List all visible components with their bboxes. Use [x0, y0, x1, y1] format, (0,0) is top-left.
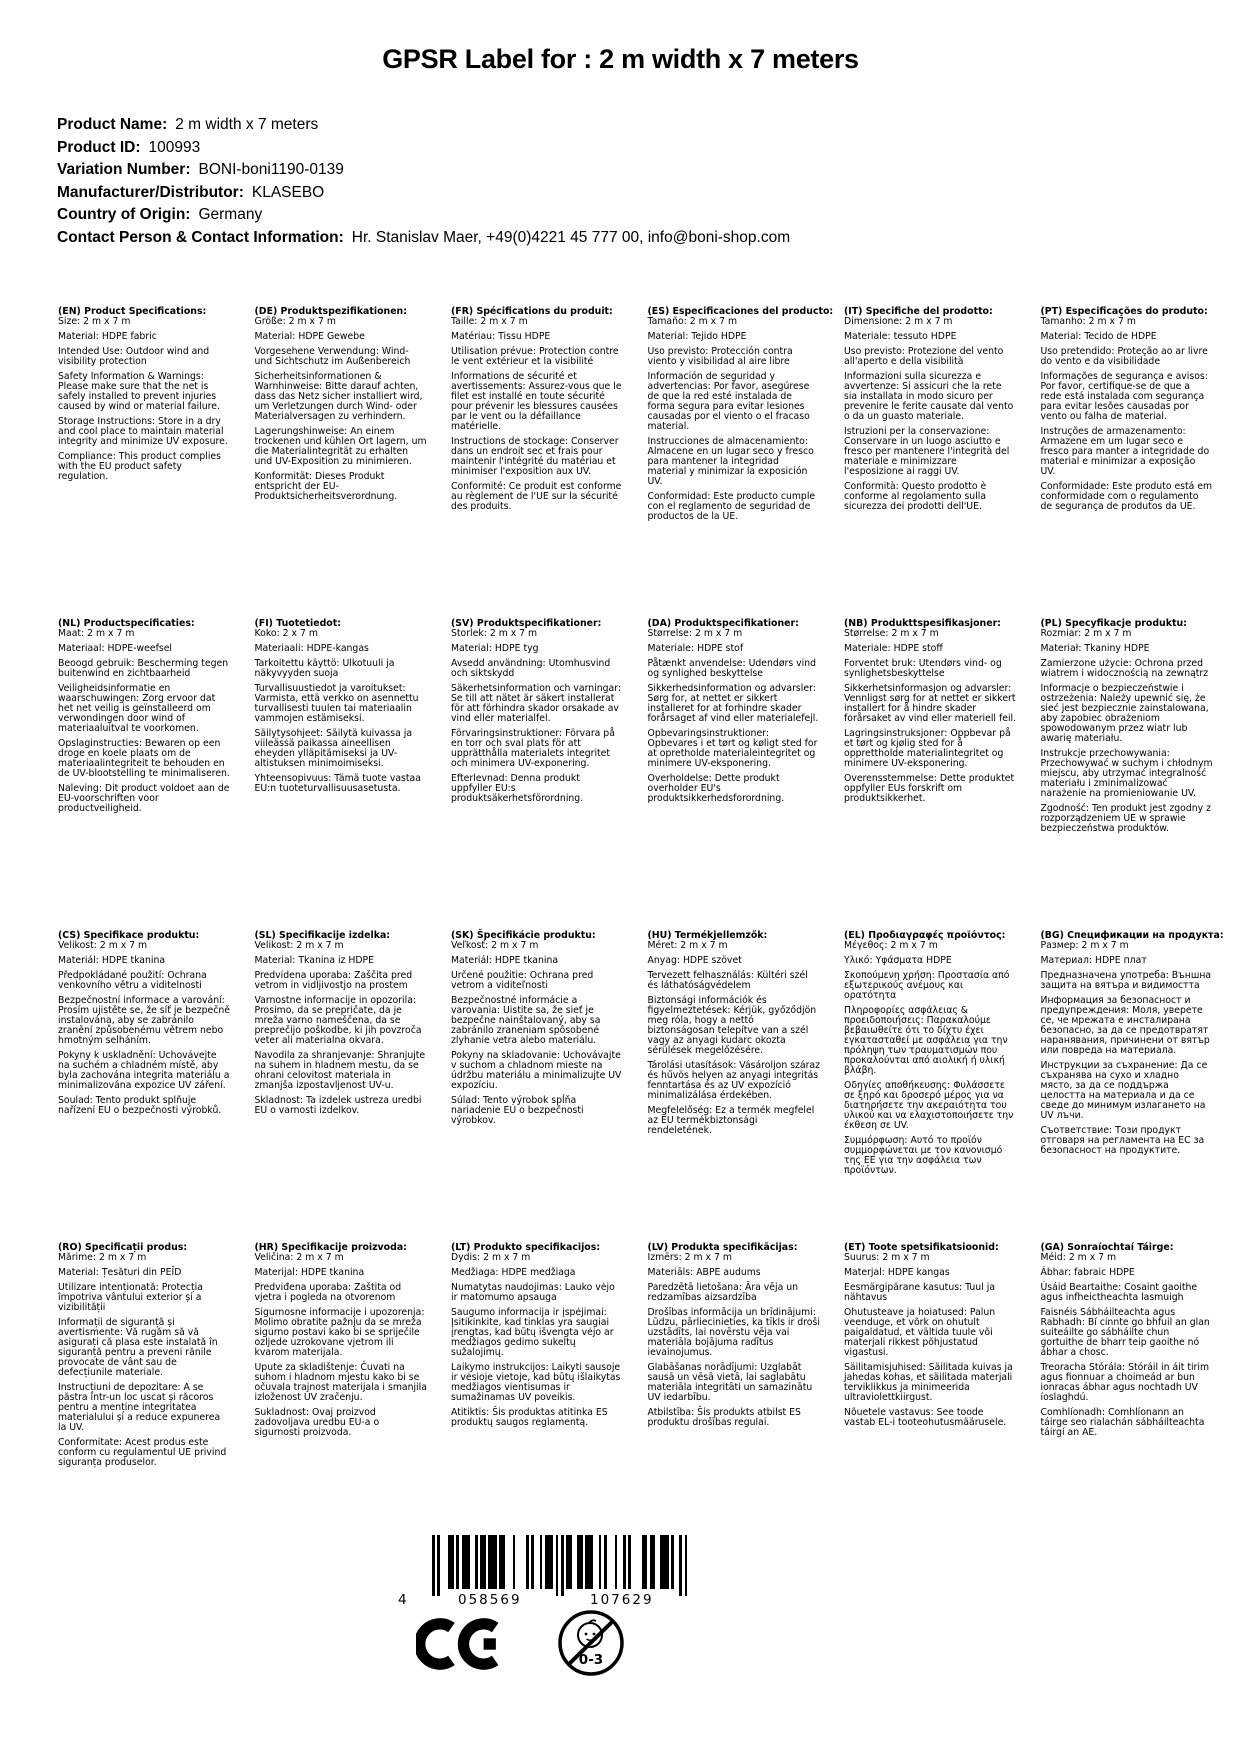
spec-paragraph: Sukladnost: Ovaj proizvod zadovoljava uredbu EU-a o sigurnosti proizvoda.	[254, 1407, 380, 1438]
spec-heading-de: (DE) Produktspezifikationen:	[254, 306, 407, 317]
spec-paragraph: Σκοπούμενη χρήση: Προστασία από εξωτερικούς ανέμους και ορατότητα	[844, 970, 1010, 1001]
spec-cell-fi	[255, 619, 428, 931]
spec-paragraph: Vorgesehene Verwendung: Wind- und Sichtschutz im Außenbereich	[254, 346, 411, 367]
barcode-digit-left: 4	[398, 1592, 409, 1608]
spec-paragraph: Размер: 2 m x 7 m	[1040, 940, 1129, 951]
spec-paragraph: Forventet bruk: Utendørs vind- og synlighetsbeskyttelse	[844, 658, 1002, 679]
spec-paragraph: Úsáid Beartaithe: Cosaint gaoithe agus infheictheachta lasmuigh	[1040, 1282, 1198, 1303]
spec-paragraph: Tarkoitettu käyttö: Ulkotuuli ja näkyvyyden suoja	[254, 658, 395, 679]
spec-paragraph: Instructions de stockage: Conserver dans un endroit sec et frais pour maintenir l'intégrité du matériau et minimiser l'exposition aux UV.	[451, 436, 619, 477]
spec-heading-fr: (FR) Spécifications du produit:	[451, 306, 613, 317]
product-info-value: BONI-boni1190-0139	[198, 161, 344, 179]
spec-paragraph: Informacje o bezpieczeństwie i ostrzeżenia: Należy upewnić się, że sieć jest bezpiecznie zainstalowana, aby zapobiec obrażeniom spowodowanym przez wiatr lub awarię materiału.	[1040, 683, 1209, 744]
spec-paragraph: Conformitate: Acest produs este conform cu regulamentul UE privind siguranța produselor.	[58, 1437, 227, 1468]
spec-paragraph: Velikost: 2 m x 7 m	[254, 940, 344, 951]
spec-paragraph: Instruções de armazenamento: Armazene em um lugar seco e fresco para manter a integridade do material e minimizar a exposição UV.	[1040, 426, 1210, 477]
product-info-value: KLASEBO	[251, 183, 325, 201]
spec-cell-en	[58, 307, 231, 619]
spec-heading-el: (EL) Προδιαγραφές προϊόντος:	[844, 930, 1006, 941]
spec-paragraph: Compliance: This product complies with the EU product safety regulation.	[58, 451, 221, 482]
spec-paragraph: Laikymo instrukcijos: Laikyti sausoje ir vėsioje vietoje, kad būtų išlaikytas medžiagos vientisumas ir sumažinamas UV poveikis.	[451, 1362, 621, 1403]
spec-paragraph: Size: 2 m x 7 m	[58, 316, 131, 327]
spec-paragraph: Zgodność: Ten produkt jest zgodny z rozporządzeniem UE w sprawie bezpieczeństwa produktów.	[1040, 803, 1211, 834]
spec-paragraph: Varnostne informacije in opozorila: Prosimo, da se prepričate, da je mreža varno nameščena, da se preprečijo poškodbe, ki jih povzroča veter ali materialna okvara.	[254, 995, 422, 1046]
spec-paragraph: Υλικό: Υφάσματα HDPE	[844, 955, 952, 966]
product-info-label: Variation Number:	[57, 161, 191, 179]
spec-paragraph: Инструкции за съхранение: Да се съхранява на сухо и хладно място, за да се поддържа целостта на материала и да се сведе до минимум излагането на UV лъчи.	[1040, 1060, 1208, 1121]
spec-paragraph: Intended Use: Outdoor wind and visibility protection	[58, 346, 210, 367]
spec-paragraph: Dydis: 2 m x 7 m	[451, 1252, 531, 1263]
spec-paragraph: Instrukcje przechowywania: Przechowywać w suchym i chłodnym miejscu, aby utrzymać integralność materiału i zminimalizować narażenie na promieniowanie UV.	[1040, 748, 1213, 799]
spec-paragraph: Tárolási utasítások: Vásároljon száraz és hűvös helyen az anyagi integritás fenntartása és az UV expozíció minimalizálása érdekében.	[647, 1060, 821, 1101]
spec-paragraph: Größe: 2 m x 7 m	[254, 316, 336, 327]
spec-paragraph: Tamaño: 2 m x 7 m	[647, 316, 738, 327]
spec-paragraph: Předpokládané použití: Ochrana venkovního větru a viditelnosti	[58, 970, 207, 991]
spec-paragraph: Instrucciones de almacenamiento: Almacene en un lugar seco y fresco para mantener la integridad material y minimizar la exposición UV.	[647, 436, 814, 487]
spec-paragraph: Säkerhetsinformation och varningar: Se till att nätet är säkert installerat för att förhindra skador orsakade av vind eller materialfel.	[451, 683, 622, 724]
product-info-value: Hr. Stanislav Maer, +49(0)4221 45 777 00, info@boni-shop.com	[351, 228, 791, 246]
barcode-digit-group2: 107629	[590, 1592, 654, 1608]
spec-cell-lt	[451, 1243, 624, 1555]
spec-paragraph: Turvallisuustiedot ja varoitukset: Varmista, että verkko on asennettu turvallisesti tuulen tai materiaalin vammojen estämiseksi.	[254, 683, 419, 724]
spec-paragraph: Materjal: HDPE kangas	[844, 1267, 950, 1278]
product-info-label: Contact Person & Contact Information:	[57, 228, 344, 246]
spec-paragraph: Izmērs: 2 m x 7 m	[647, 1252, 732, 1263]
spec-paragraph: Conformidad: Este producto cumple con el reglamento de seguridad de productos de la UE.	[647, 491, 816, 522]
product-info-row-3	[57, 182, 1157, 205]
spec-paragraph: Informazioni sulla sicurezza e avvertenze: Si assicuri che la rete sia installata in modo sicuro per prevenire le ferite causate dal vento o da un guasto materiale.	[844, 371, 1014, 422]
spec-cell-hu	[648, 931, 821, 1243]
spec-paragraph: Méid: 2 m x 7 m	[1040, 1252, 1117, 1263]
spec-paragraph: Predvidena uporaba: Zaščita pred vetrom in vidljivostjo na prostem	[254, 970, 413, 991]
spec-paragraph: Tervezett felhasználás: Kültéri szél és láthatóságvédelem	[647, 970, 808, 991]
product-info-row-0	[57, 114, 1157, 137]
spec-paragraph: Suurus: 2 m x 7 m	[844, 1252, 930, 1263]
spec-paragraph: Taille: 2 m x 7 m	[451, 316, 528, 327]
spec-cell-sv	[451, 619, 624, 931]
spec-cell-sk	[451, 931, 624, 1243]
spec-paragraph: Material: Tejido HDPE	[647, 331, 747, 342]
spec-paragraph: Biztonsági információk és figyelmeztetések: Kérjük, győződjön meg róla, hogy a nettó biztonságosan telepítve van a szél vagy az anyagi kudarc okozta sérülések megelőzésére.	[647, 995, 817, 1056]
spec-heading-nb: (NB) Produkttspesifikasjoner:	[844, 618, 1001, 629]
spec-paragraph: Materiaal: HDPE-weefsel	[58, 643, 173, 654]
spec-paragraph: Yhteensopivuus: Tämä tuote vastaa EU:n tuoteturvallisuusasetusta.	[254, 773, 421, 794]
spec-paragraph: Pokyny na skladovanie: Uchovávajte v suchom a chladnom mieste na údržbu materiálu a minimalizujte UV expozíciu.	[451, 1050, 622, 1091]
barcode-bars-icon	[432, 1535, 690, 1597]
spec-paragraph: Avsedd användning: Utomhusvind och siktskydd	[451, 658, 611, 679]
spec-paragraph: Materiale: HDPE stof	[647, 643, 744, 654]
product-info-row-2	[57, 159, 1157, 182]
spec-heading-hr: (HR) Specifikacije proizvoda:	[254, 1242, 407, 1253]
spec-paragraph: Materiál: HDPE tkanina	[451, 955, 559, 966]
spec-heading-hu: (HU) Termékjellemzők:	[647, 930, 768, 941]
spec-paragraph: Съответствие: Този продукт отговаря на регламента на ЕС за безопасност на продуктите.	[1040, 1125, 1205, 1156]
product-info-value: 2 m width x 7 meters	[175, 116, 319, 133]
spec-paragraph: Materijal: HDPE tkanina	[254, 1267, 365, 1278]
spec-paragraph: Dimensione: 2 m x 7 m	[844, 316, 953, 327]
spec-paragraph: Pokyny k uskladnění: Uchovávejte na suchém a chladném místě, aby byla zachována integrita materiálu a minimalizována expozice UV záření.	[58, 1050, 230, 1091]
spec-paragraph: Bezpečnostní informace a varování: Prosím ujistěte se, že síť je bezpečně instalována, aby se zabránilo zranění způsobenému větrem nebo hmotným selháním.	[58, 995, 230, 1046]
spec-cell-et	[844, 1243, 1017, 1555]
spec-paragraph: Soulad: Tento produkt splňuje nařízení EU o bezpečnosti výrobků.	[58, 1095, 222, 1116]
spec-paragraph: Skladnost: Ta izdelek ustreza uredbi EU o varnosti izdelkov.	[254, 1095, 422, 1116]
spec-cell-el	[844, 931, 1017, 1243]
spec-heading-it: (IT) Specifiche del prodotto:	[844, 306, 993, 317]
spec-paragraph: Saugumo informacija ir įspėjimai: Įsitikinkite, kad tinklas yra saugiai įrengtas, kad būtų išvengta vėjo ar medžiagos gedimo sukeltų sužalojimų.	[451, 1307, 614, 1358]
spec-paragraph: Størrelse: 2 m x 7 m	[844, 628, 939, 639]
spec-paragraph: Koko: 2 x 7 m	[254, 628, 318, 639]
spec-paragraph: Informații de siguranță și avertismente: Vă rugăm să vă asigurați că plasa este instalată în siguranță pentru a preveni rănile provocate de vânt sau de defecțiunile materiale.	[58, 1317, 218, 1378]
spec-paragraph: Materiał: Tkaniny HDPE	[1040, 643, 1150, 654]
spec-heading-en: (EN) Product Specifications:	[58, 306, 207, 317]
spec-paragraph: Upute za skladištenje: Čuvati na suhom i hladnom mjestu kako bi se očuvala trajnost materijala i smanjila izloženost UV zračenju.	[254, 1362, 427, 1403]
spec-heading-sv: (SV) Produktspecifikationer:	[451, 618, 602, 629]
spec-heading-sl: (SL) Specifikacije izdelka:	[254, 930, 391, 941]
spec-paragraph: Istruzioni per la conservazione: Conservare in un luogo asciutto e fresco per mantenere l'integrità del materiale e minimizzare l'esposizione ai raggi UV.	[844, 426, 1010, 477]
spec-paragraph: Rozmiar: 2 m x 7 m	[1040, 628, 1132, 639]
spec-heading-pl: (PL) Specyfikacje produktu:	[1040, 618, 1187, 629]
spec-cell-es	[647, 306, 834, 619]
product-info-label: Country of Origin:	[57, 206, 191, 224]
spec-paragraph: Materiaali: HDPE-kangas	[254, 643, 369, 654]
spec-paragraph: Paredzētā lietošana: Āra vēja un redzamības aizsardzība	[647, 1282, 799, 1303]
spec-paragraph: Efterlevnad: Denna produkt uppfyller EU:s produktsäkerhetsförordning.	[451, 773, 584, 804]
spec-paragraph: Medžiaga: HDPE medžiaga	[451, 1267, 576, 1278]
spec-paragraph: Maat: 2 m x 7 m	[58, 628, 135, 639]
spec-paragraph: Información de seguridad y advertencias: Por favor, asegúrese de que la red esté instalada de forma segura para evitar lesiones causadas por el viento o el fracaso material.	[647, 371, 810, 432]
barcode-digit-group1: 058569	[458, 1592, 522, 1608]
spec-paragraph: Materiale: tessuto HDPE	[844, 331, 957, 342]
spec-paragraph: Μέγεθος: 2 m x 7 m	[844, 940, 938, 951]
spec-paragraph: Matériau: Tissu HDPE	[451, 331, 551, 342]
spec-paragraph: Materiale: HDPE stoff	[844, 643, 943, 654]
spec-paragraph: Anyag: HDPE szövet	[647, 955, 742, 966]
spec-paragraph: Material: Tecido de HDPE	[1040, 331, 1157, 342]
spec-paragraph: Sicherheitsinformationen & Warnhinweise: Bitte darauf achten, dass das Netz sicher installiert wird, um Verletzungen durch Wind- oder Materialversagen zu verhindern.	[254, 371, 423, 422]
spec-paragraph: Πληροφορίες ασφάλειας & προειδοποιήσεις: Παρακαλούμε βεβαιωθείτε ότι το δίχτυ έχει εγκατασταθεί με ασφάλεια για την πρόληψη των τραυματισμών που προκαλούνται από αιολική ή υλική βλάβη.	[844, 1005, 1008, 1076]
spec-paragraph: Určené použitie: Ochrana pred vetrom a viditeľnosti	[451, 970, 594, 991]
spec-cell-pt	[1041, 307, 1214, 619]
spec-cell-nb	[844, 619, 1017, 931]
spec-paragraph: Treoracha Stórála: Stóráil in áit tirim agus fionnuar a choimeád ar bun ionracas ábhar agus nochtadh UV íoslaghdú.	[1040, 1362, 1210, 1403]
spec-cell-bg	[1040, 930, 1224, 1243]
spec-paragraph: Материал: HDPE плат	[1040, 955, 1147, 966]
spec-paragraph: Opbevaringsinstruktioner: Opbevares i et tørt og køligt sted for at opretholde materialeintegritet og minimere UV-eksponering.	[647, 728, 818, 769]
spec-cell-nl	[58, 619, 231, 931]
spec-paragraph: Material: HDPE Gewebe	[254, 331, 365, 342]
spec-cell-lv	[648, 1243, 821, 1555]
spec-paragraph: Utilisation prévue: Protection contre le vent extérieur et la visibilité	[451, 346, 619, 367]
spec-cell-ro	[58, 1243, 231, 1555]
spec-paragraph: Velikost: 2 m x 7 m	[58, 940, 148, 951]
product-info-row-1	[57, 137, 1157, 160]
spec-paragraph: Uso previsto: Protección contra viento y visibilidad al aire libre	[647, 346, 793, 367]
spec-paragraph: Mărime: 2 m x 7 m	[58, 1252, 147, 1263]
spec-paragraph: Predviđena uporaba: Zaštita od vjetra i pogleda na otvorenom	[254, 1282, 402, 1303]
product-info-row-4	[57, 204, 1157, 227]
spec-paragraph: Méret: 2 m x 7 m	[647, 940, 728, 951]
product-info-value: 100993	[148, 138, 201, 156]
spec-paragraph: Säilytysohjeet: Säilytä kuivassa ja viileässä paikassa aineellisen eheyden ylläpitämiseksi ja UV-altistuksen minimoimiseksi.	[254, 728, 413, 769]
spec-grid	[58, 306, 1224, 1555]
spec-paragraph: Ábhar: fabraic HDPE	[1040, 1267, 1135, 1278]
spec-cell-da	[648, 619, 821, 931]
spec-heading-lv: (LV) Produkta specifikācijas:	[647, 1242, 798, 1253]
spec-paragraph: Utilizare intenționată: Protecția împotriva vântului exterior și a vizibilității	[58, 1282, 203, 1313]
spec-paragraph: Comhlíonadh: Comhlíonann an táirge seo rialachán sábháilteachta táirgí an AE.	[1040, 1407, 1205, 1438]
page-title: GPSR Label for : 2 m width x 7 meters	[382, 44, 859, 74]
spec-paragraph: Safety Information & Warnings: Please make sure that the net is safely installed to prevent injuries caused by wind or material failure.	[58, 371, 220, 412]
spec-paragraph: Naleving: Dit product voldoet aan de EU-voorschriften voor productveiligheid.	[58, 783, 230, 814]
spec-heading-ga: (GA) Sonraíochtaí Táirge:	[1040, 1242, 1174, 1253]
spec-paragraph: Instrucțiuni de depozitare: A se păstra într-un loc uscat și răcoros pentru a menține integritatea materialului și a reduce expunerea la UV.	[58, 1382, 221, 1433]
spec-paragraph: Súlad: Tento výrobok spĺňa nariadenie EÚ o bezpečnosti výrobkov.	[451, 1095, 584, 1126]
spec-paragraph: Storage Instructions: Store in a dry and cool place to maintain material integrity and minimize UV exposure.	[58, 416, 228, 447]
spec-paragraph: Materiāls: ABPE audums	[647, 1267, 761, 1278]
spec-paragraph: Størrelse: 2 m x 7 m	[647, 628, 743, 639]
spec-heading-cs: (CS) Specifikace produktu:	[58, 930, 200, 941]
barcode-module	[685, 1535, 688, 1596]
spec-paragraph: Material: HDPE tyg	[451, 643, 539, 654]
spec-paragraph: Informações de segurança e avisos: Por favor, certifique-se de que a rede está instalada com segurança para evitar lesões causadas por vento ou falha de material.	[1040, 371, 1208, 422]
spec-paragraph: Eesmärgipärane kasutus: Tuul ja nähtavus	[844, 1282, 996, 1303]
spec-paragraph: Veľkosť: 2 m x 7 m	[451, 940, 539, 951]
spec-paragraph: Tamanho: 2 m x 7 m	[1040, 316, 1136, 327]
spec-paragraph: Предназначена употреба: Външна защита на вятъра и видимостта	[1040, 970, 1212, 991]
spec-cell-fr	[451, 307, 624, 619]
product-info-row-5	[57, 227, 1157, 250]
product-info-value: Germany	[198, 206, 263, 224]
spec-paragraph: Material: HDPE fabric	[58, 331, 157, 342]
spec-paragraph: Uso pretendido: Proteção ao ar livre do vento e da visibilidade	[1040, 346, 1208, 367]
product-info-label: Product Name:	[57, 116, 168, 133]
spec-paragraph: Lagringsinstruksjoner: Oppbevar på et tørt og kjølig sted for å opprettholde materialintegritet og minimere UV-eksponering.	[844, 728, 1011, 769]
spec-cell-hr	[255, 1243, 428, 1555]
spec-paragraph: Beoogd gebruik: Bescherming tegen buitenwind en zichtbaarheid	[58, 658, 229, 679]
spec-heading-nl: (NL) Productspecificaties:	[58, 618, 195, 629]
spec-paragraph: Overholdelse: Dette produkt overholder EU's produktsikkerhedsforordning.	[647, 773, 785, 804]
spec-cell-cs	[58, 931, 231, 1243]
spec-paragraph: Påtænkt anvendelse: Udendørs vind og synlighed beskyttelse	[647, 658, 817, 679]
spec-cell-it	[844, 307, 1017, 619]
spec-paragraph: Conformidade: Este produto está em conformidade com o regulamento de segurança de produtos da UE.	[1040, 481, 1213, 512]
spec-heading-et: (ET) Toote spetsifikatsioonid:	[844, 1242, 999, 1253]
spec-paragraph: Sikkerhedsinformation og advarsler: Sørg for, at nettet er sikkert installeret for at forhindre skader forårsaget af vind eller materialefejl.	[647, 683, 819, 724]
spec-paragraph: Glabāšanas norādījumi: Uzglabāt sausā un vēsā vietā, lai saglabātu materiāla integritāti un samazinātu UV iedarbību.	[647, 1362, 813, 1403]
spec-paragraph: Overensstemmelse: Dette produktet oppfyller EUs forskrift om produktsikkerhet.	[844, 773, 1015, 804]
spec-paragraph: Lagerungshinweise: An einem trockenen und kühlen Ort lagern, um die Materialintegrität zu erhalten und UV-Exposition zu minimieren.	[254, 426, 427, 467]
spec-paragraph: Informations de sécurité et avertissements: Assurez-vous que le filet est installé en toute sécurité pour prévenir les blessures causées par le vent ou la défaillance matérielle.	[451, 371, 622, 432]
spec-paragraph: Numatytas naudojimas: Lauko vėjo ir matomumo apsauga	[451, 1282, 615, 1303]
spec-paragraph: Konformität: Dieses Produkt entspricht der EU-Produktsicherheitsverordnung.	[254, 471, 398, 502]
spec-heading-fi: (FI) Tuotetiedot:	[254, 618, 341, 629]
spec-paragraph: Uso previsto: Protezione del vento all'aperto e della visibilità	[844, 346, 1004, 367]
age-warning-0-3-icon	[556, 1608, 626, 1682]
spec-cell-sl	[255, 931, 428, 1243]
spec-paragraph: Информация за безопасност и предупреждения: Моля, уверете се, че мрежата е инсталирана безопасно, за да се предотвратят наранявания, причинени от вятър или повреда на материала.	[1040, 995, 1210, 1056]
spec-paragraph: Storlek: 2 m x 7 m	[451, 628, 538, 639]
spec-paragraph: Veličina: 2 m x 7 m	[254, 1252, 344, 1263]
spec-paragraph: Veiligheidsinformatie en waarschuwingen: Zorg ervoor dat het net veilig is geïnstalleerd om verwondingen door wind of materiaaluitval te voorkomen.	[58, 683, 216, 734]
spec-paragraph: Atitiktis: Šis produktas atitinka ES produktų saugos reglamentą.	[451, 1407, 608, 1428]
spec-heading-da: (DA) Produktspecifikationer:	[647, 618, 799, 629]
spec-paragraph: Conformité: Ce produit est conforme au règlement de l'UE sur la sécurité des produits.	[451, 481, 622, 512]
spec-cell-de	[255, 307, 428, 619]
spec-heading-lt: (LT) Produkto specifikacijos:	[451, 1242, 601, 1253]
spec-cell-ga	[1041, 1243, 1214, 1555]
spec-paragraph: Material: Tkanina iz HDPE	[254, 955, 375, 966]
spec-heading-sk: (SK) Špecifikácie produktu:	[451, 930, 596, 941]
spec-paragraph: Atbilstība: Šis produkts atbilst ES produktu drošības regulai.	[647, 1407, 801, 1428]
spec-paragraph: Navodila za shranjevanje: Shranjujte na suhem in hladnem mestu, da se ohrani celovitost materiala in zmanjša izpostavljenost UV-u.	[254, 1050, 426, 1091]
spec-paragraph: Säilitamisjuhised: Säilitada kuivas ja jahedas kohas, et säilitada materjali terviklikkus ja minimeerida ultraviolettkiirgust.	[844, 1362, 1013, 1403]
spec-paragraph: Megfelelőség: Ez a termék megfelel az EU termékbiztonsági rendeletének.	[647, 1105, 815, 1136]
spec-paragraph: Opslaginstructies: Bewaren op een droge en koele plaats om de materiaalintegriteit te behouden en de UV-blootstelling te minimaliseren.	[58, 738, 230, 779]
spec-paragraph: Material: Țesături din PEÎD	[58, 1267, 182, 1278]
spec-heading-pt: (PT) Especificações do produto:	[1040, 306, 1208, 317]
spec-paragraph: Nõuetele vastavus: See toode vastab EL-i tooteohutusmäärusele.	[844, 1407, 1007, 1428]
spec-paragraph: Faisnéis Sábháilteachta agus Rabhadh: Bí cinnte go bhfuil an glan suiteáilte go sábháilte chun gortuithe de bharr teip gaoithe nó ábhar a chosc.	[1040, 1307, 1210, 1358]
ce-mark-icon	[416, 1616, 504, 1676]
spec-cell-pl	[1041, 619, 1214, 931]
ean13-barcode	[398, 1535, 690, 1615]
spec-paragraph: Materiál: HDPE tkanina	[58, 955, 166, 966]
spec-paragraph: Bezpečnostné informácie a varovania: Uistite sa, že sieť je bezpečne nainštalovaný, aby sa zabránilo zraneniam spôsobené zlyhanie vetra alebo materiálu.	[451, 995, 601, 1046]
spec-paragraph: Sigurnosne informacije i upozorenja: Molimo obratite pažnju da se mreža sigurno postavi kako bi se spriječile ozljede uzrokovane vjetrom ili kvarom materijala.	[254, 1307, 425, 1358]
spec-paragraph: Drošības informācija un brīdinājumi: Lūdzu, pārliecinieties, ka tīkls ir droši uzstādīts, lai novērstu vēja vai materiāla bojājuma radītus ievainojumus.	[647, 1307, 820, 1358]
product-info-label: Product ID:	[57, 138, 141, 156]
spec-paragraph: Συμμόρφωση: Αυτό το προϊόν συμμορφώνεται με τον κανονισμό της ΕΕ για την ασφάλεια των προϊόντων.	[844, 1135, 1003, 1176]
spec-heading-es: (ES) Especificaciones del producto:	[647, 306, 834, 317]
product-info-block	[57, 114, 1157, 250]
spec-paragraph: Οδηγίες αποθήκευσης: Φυλάσσετε σε ξηρό και δροσερό μέρος για να διατηρήσετε την ακεραιότητα του υλικού και να ελαχιστοποιήσετε την έκθεση σε UV.	[844, 1080, 1014, 1131]
product-info-label: Manufacturer/Distributor:	[57, 183, 244, 201]
spec-heading-ro: (RO) Specificații produs:	[58, 1242, 188, 1253]
spec-paragraph: Conformità: Questo prodotto è conforme al regolamento sulla sicurezza dei prodotti dell'UE.	[844, 481, 987, 512]
age-warning-text: 0-3	[578, 1652, 604, 1668]
spec-paragraph: Zamierzone użycie: Ochrona przed wiatrem i widocznością na zewnątrz	[1040, 658, 1209, 679]
spec-paragraph: Sikkerhetsinformasjon og advarsler: Vennligst sørg for at nettet er sikkert installert for å hindre skader forårsaket av vind eller materiell feil.	[844, 683, 1017, 724]
spec-paragraph: Förvaringsinstruktioner: Förvara på en torr och sval plats för att upprätthålla materialets integritet och minimera UV-exponering.	[451, 728, 615, 769]
spec-heading-bg: (BG) Спецификации на продукта:	[1040, 930, 1224, 941]
spec-paragraph: Ohutusteave ja hoiatused: Palun veenduge, et võrk on ohutult paigaldatud, et vältida tuule või materjali rikkest põhjustatud vigastusi.	[844, 1307, 996, 1358]
